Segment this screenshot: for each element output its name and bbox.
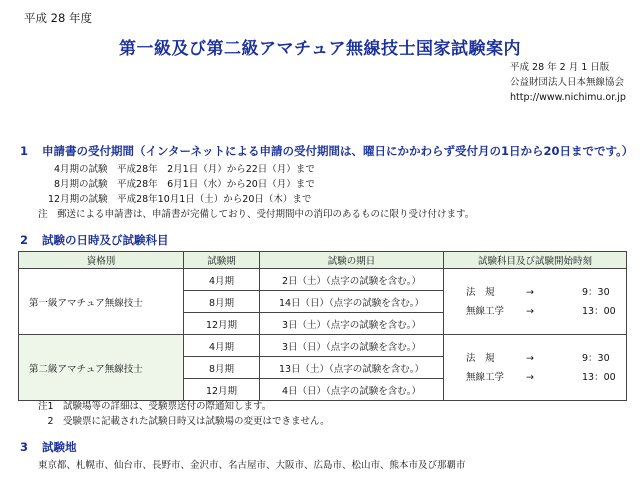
date-cell: 13日（土）（点字の試験を含む。）: [260, 357, 444, 379]
doc-meta: [510, 60, 626, 105]
arrow-icon: →: [526, 371, 534, 383]
section1-heading: [20, 143, 633, 159]
table-row: [19, 269, 627, 291]
header-subjects: 試験科目及び試験開始時刻: [444, 252, 627, 269]
period-line-april: 4月期の試験 平成28年 2月1日（月）から22日（月）まで: [54, 164, 315, 175]
header-date: 試験の期日: [260, 252, 444, 269]
period-line-august: 8月期の試験 平成28年 6月1日（水）から20日（月）まで: [54, 179, 315, 190]
subject-name: 無線工学: [466, 305, 505, 317]
period-cell: 4月期: [184, 335, 260, 357]
section3-number: 3: [20, 440, 29, 454]
subject-time: 9：30: [582, 352, 610, 364]
header-period: 試験期: [184, 252, 260, 269]
table-row: [19, 335, 627, 357]
arrow-icon: →: [526, 286, 534, 298]
subject-row: [466, 349, 626, 368]
section2-number: 2: [20, 233, 29, 247]
subject-row: [466, 283, 626, 302]
period-cell: 4月期: [184, 269, 260, 291]
section3-title: 試験地: [42, 440, 77, 454]
organization-url: http://www.nichimu.or.jp: [510, 92, 626, 103]
exam-schedule-table: [18, 251, 627, 401]
subject-time: 13：00: [582, 305, 616, 317]
date-cell: 3日（土）（点字の試験を含む。）: [260, 313, 444, 335]
table-header-row: [19, 252, 627, 269]
period-cell: 8月期: [184, 357, 260, 379]
subject-name: 法 規: [466, 352, 495, 364]
exam-locations: 東京都、札幌市、仙台市、長野市、金沢市、名古屋市、大阪市、広島市、松山市、熊本市及び那覇市: [38, 460, 466, 471]
period-cell: 8月期: [184, 291, 260, 313]
page-title: 第一級及び第二級アマチュア無線技士国家試験案内: [119, 39, 521, 59]
subject-time: 9：30: [582, 286, 610, 298]
subject-name: 法 規: [466, 286, 495, 298]
period-cell: 12月期: [184, 379, 260, 401]
period-cell: 12月期: [184, 313, 260, 335]
date-cell: 14日（日）（点字の試験を含む。）: [260, 291, 444, 313]
section2-note-1: 注1 試験場等の詳細は、受験票送付の際通知します。: [38, 401, 272, 412]
arrow-icon: →: [526, 305, 534, 317]
subject-time: 13：00: [582, 371, 616, 383]
section2-title: 試験の日時及び試験科目: [42, 233, 169, 247]
section3-heading: [20, 439, 77, 455]
section1-note: 注 郵送による申請書は、申請書が完備しており、受付期間中の消印のあるものに限り受け付けます。: [38, 209, 475, 220]
section2-heading: [20, 232, 169, 248]
year-label: 平成 28 年度: [24, 11, 92, 25]
edition-date: 平成 28 年 2 月 1 日版: [510, 62, 610, 73]
section2-note-2: 2 受験票に記載された試験日時又は試験場の変更はできません。: [38, 416, 330, 427]
subject-row: [466, 368, 626, 387]
arrow-icon: →: [526, 352, 534, 364]
grade-cell-first: 第一級アマチュア無線技士: [19, 269, 184, 335]
grade-cell-second: 第二級アマチュア無線技士: [19, 335, 184, 401]
date-cell: 2日（土）（点字の試験を含む。）: [260, 269, 444, 291]
period-line-december: 12月期の試験 平成28年10月1日（土）から20日（木）まで: [48, 194, 312, 205]
organization-name: 公益財団法人日本無線協会: [510, 77, 625, 88]
section1-title: 申請書の受付期間（インターネットによる申請の受付期間は、曜日にかかわらず受付月の1日から20日までです。）: [42, 144, 634, 158]
subjects-cell-second: [444, 335, 627, 401]
header-grade: 資格別: [19, 252, 184, 269]
subjects-cell-first: [444, 269, 627, 335]
date-cell: 4日（日）（点字の試験を含む。）: [260, 379, 444, 401]
subject-row: [466, 302, 626, 321]
subject-name: 無線工学: [466, 371, 505, 383]
section1-number: 1: [20, 144, 29, 158]
date-cell: 3日（日）（点字の試験を含む。）: [260, 335, 444, 357]
